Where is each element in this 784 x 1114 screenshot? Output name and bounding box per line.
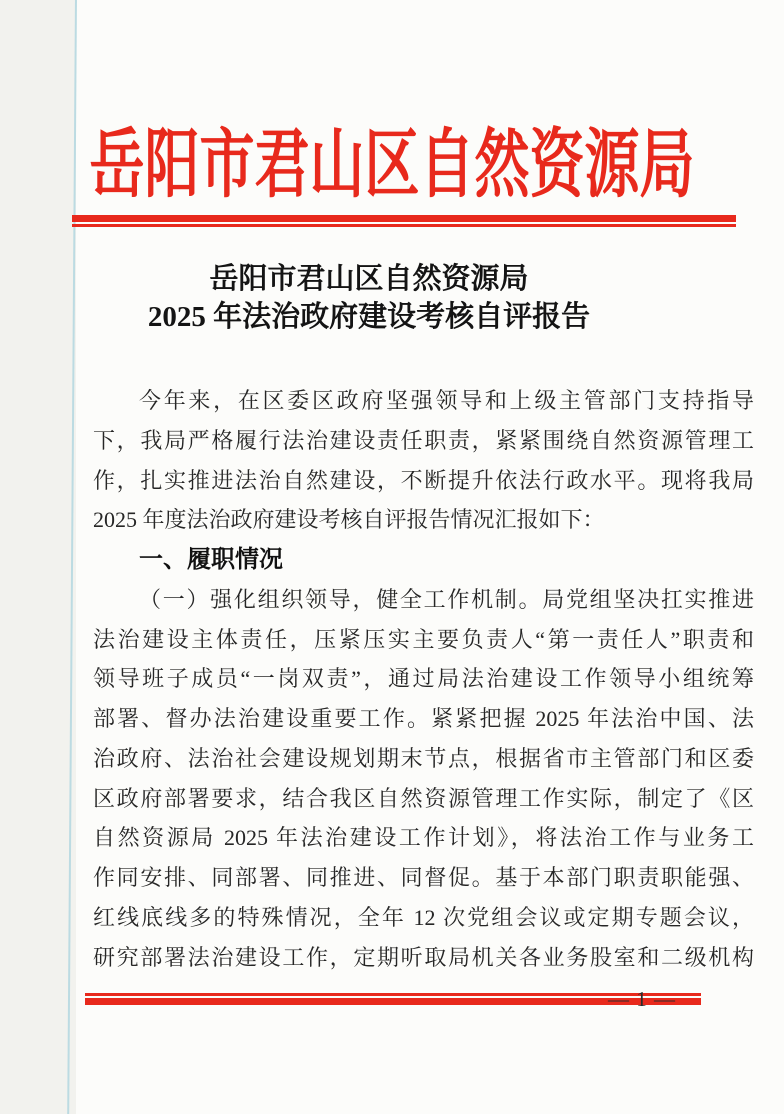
document-title-line2: 2025 年法治政府建设考核自评报告 [147,301,591,333]
body-line: 领导班子成员“一岗双责”，通过局法治建设工作领导小组统筹 [93,666,754,692]
body-line: 法治建设主体责任，压紧压实主要负责人“第一责任人”职责和 [93,626,754,652]
body-line: 今年来，在区委区政府坚强领导和上级主管部门支持指导 [139,388,754,413]
header-rule-thick-bar [72,215,736,222]
letterhead-agency-title: 岳阳市君山区自然资源局 [89,123,695,207]
body-line: 2025 年度法治政府建设考核自评报告情况汇报如下： [93,507,605,533]
document-title [29,260,709,336]
body-line: 部署、督办法治建设重要工作。紧紧把握 2025 年法治中国、法 [93,706,754,731]
document-body [93,381,754,977]
page-number: — 1 — [608,987,676,1011]
body-line: 下，我局严格履行法治建设责任职责，紧紧围绕自然资源管理工 [93,427,754,453]
document-title-line1: 岳阳市君山区自然资源局 [209,263,529,295]
body-line: 区政府部署要求，结合我区自然资源管理工作实际，制定了《区 [93,785,754,811]
body-line: （一）强化组织领导，健全工作机制。局党组坚决扛实推进 [139,586,754,612]
body-line: 自然资源局 2025 年法治建设工作计划》，将法治工作与业务工 [93,825,754,851]
body-line: 红线底线多的特殊情况，全年 12 次党组会议或定期专题会议， [93,904,754,930]
body-line: 治政府、法治社会建设规划期末节点，根据省市主管部门和区委 [93,745,754,771]
body-line: 研究部署法治建设工作，定期听取局机关各业务股室和二级机构 [93,944,754,970]
body-line: 作，扎实推进法治自然建设，不断提升依法行政水平。现将我局 [93,467,754,493]
header-rule [72,215,736,227]
section-heading: 一、履职情况 [139,546,283,573]
body-line: 作同安排、同部署、同推进、同督促。基于本部门职责职能强、 [93,865,754,890]
header-rule-thin-bar [72,224,736,227]
